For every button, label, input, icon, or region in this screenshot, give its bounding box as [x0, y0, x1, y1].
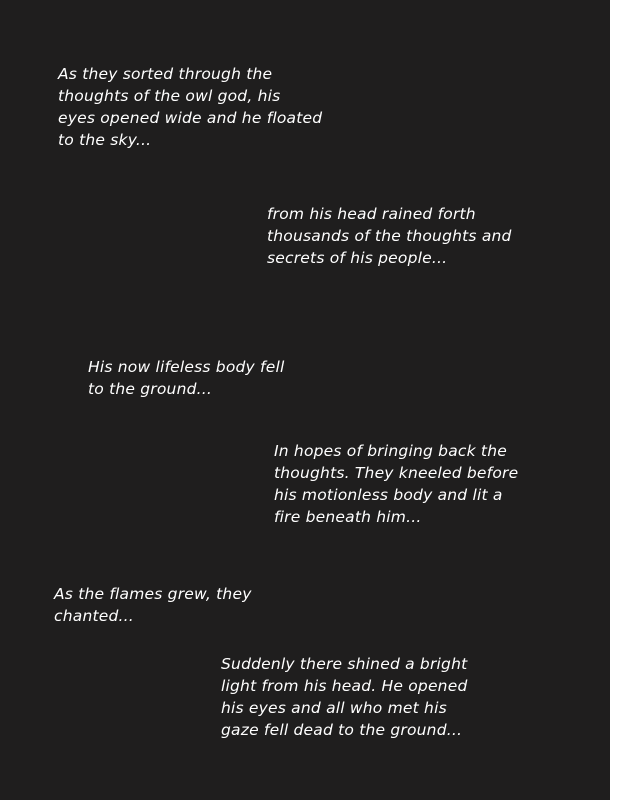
- caption-line: to the ground...: [88, 380, 213, 398]
- caption-line: His now lifeless body fell: [88, 358, 285, 376]
- caption-line: chanted...: [54, 607, 134, 625]
- caption-line: thousands of the thoughts and: [267, 227, 512, 245]
- caption-line: to the sky...: [58, 131, 152, 149]
- caption-thoughts-rain: [267, 203, 512, 269]
- caption-line: As they sorted through the: [58, 65, 273, 83]
- caption-line: gaze fell dead to the ground...: [221, 721, 463, 739]
- caption-line: his eyes and all who met his: [221, 699, 447, 717]
- caption-deadly-gaze: [221, 653, 467, 741]
- caption-owl-god-floats: [58, 63, 322, 151]
- caption-line: thoughts of the owl god, his: [58, 87, 281, 105]
- caption-line: from his head rained forth: [267, 205, 476, 223]
- caption-line: thoughts. They kneeled before: [274, 464, 519, 482]
- caption-fire-lit: [274, 440, 518, 528]
- caption-line: secrets of his people...: [267, 249, 448, 267]
- caption-chanting: [54, 583, 252, 627]
- caption-line: eyes opened wide and he floated: [58, 109, 323, 127]
- caption-line: fire beneath him...: [274, 508, 422, 526]
- caption-line: his motionless body and lit a: [274, 486, 503, 504]
- page-margin: [610, 0, 618, 800]
- caption-body-falls: [88, 356, 284, 400]
- caption-line: In hopes of bringing back the: [274, 442, 507, 460]
- caption-line: light from his head. He opened: [221, 677, 468, 695]
- caption-line: As the flames grew, they: [54, 585, 252, 603]
- caption-line: Suddenly there shined a bright: [221, 655, 468, 673]
